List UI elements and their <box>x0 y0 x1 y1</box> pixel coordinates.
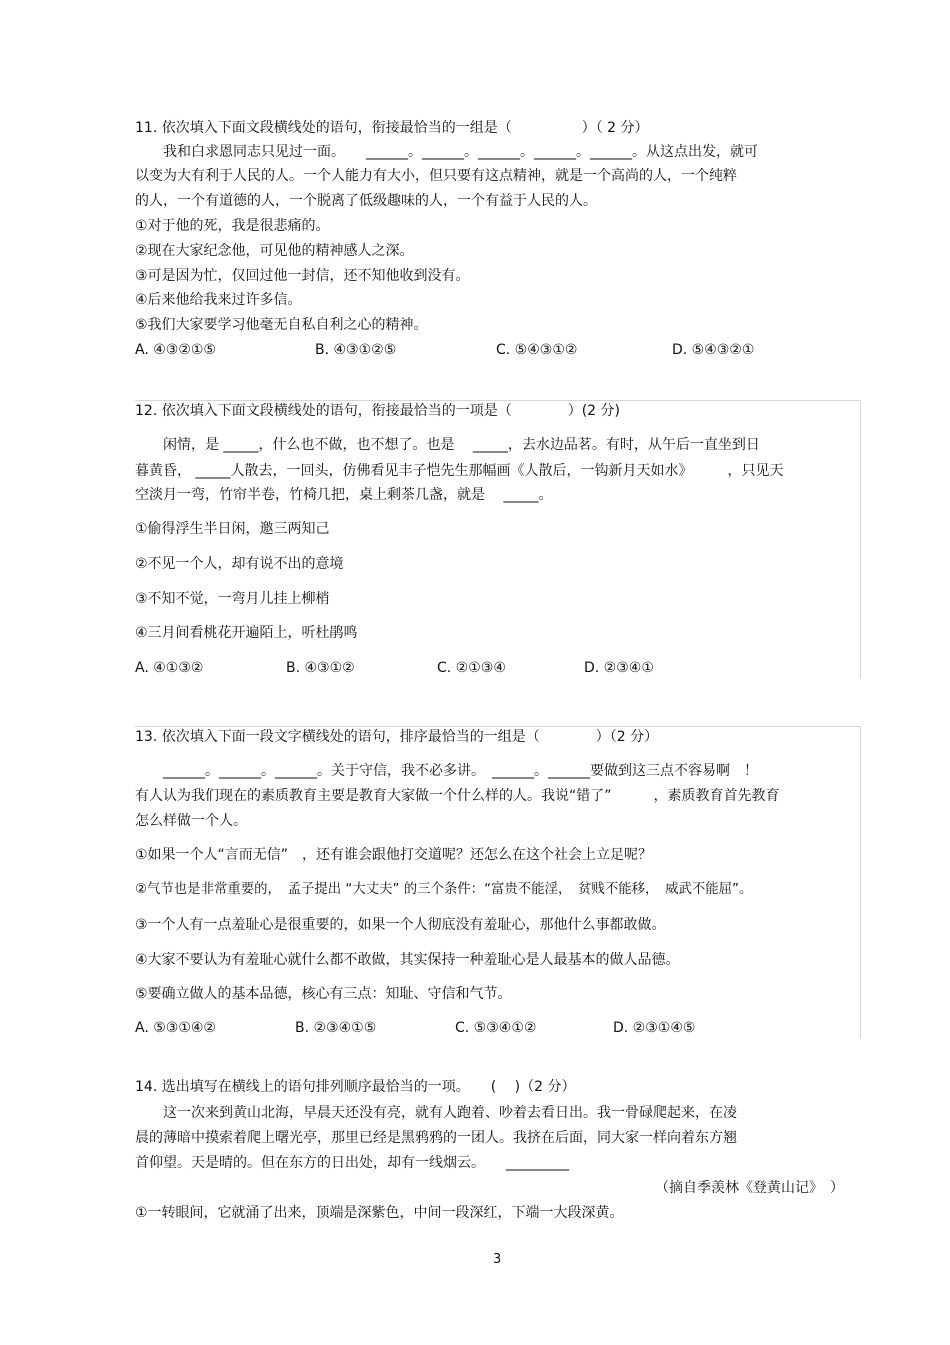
q12-passage-line: 空淡月一弯，竹帘半卷，竹椅几把，桌上剩茶几盏，就是 _____。 <box>135 487 553 503</box>
q12-option-d: D. ②③④① <box>584 660 654 676</box>
q11-passage-line: 我和白求恩同志只见过一面。 ______。______。______。______。______。从这点出发，就可 <box>135 144 758 160</box>
q13-item: ⑤要确立做人的基本品德，核心有三点：知耻、守信和气节。 <box>135 986 512 1002</box>
q13-item: ②气节也是非常重要的， 孟子提出 “大丈夫” 的三个条件：“富贵不能淫， 贫贱不能移， 威武不能屈”。 <box>135 882 753 897</box>
q13-item: ③一个人有一点羞耻心是很重要的，如果一个人彻底没有羞耻心，那他什么事都敢做。 <box>135 917 666 933</box>
q12-top-rule <box>135 400 861 401</box>
q12-item: ④三月间看桃花开遍陌上，听杜鹃鸣 <box>135 625 358 641</box>
q11-item: ①对于他的死，我是很悲痛的。 <box>135 218 330 234</box>
q13-top-rule <box>135 726 861 727</box>
q13-passage-line: ______。______。______。关于守信，我不必多讲。 ______。______要做到这三点不容易啊 ！ <box>135 763 758 779</box>
q14-passage-line: 晨的薄暗中摸索着爬上曙光亭，那里已经是黑鸦鸦的一团人。我挤在后面，同大家一样向着东方翘 <box>135 1130 737 1146</box>
q11-option-a: A. ④③②①⑤ <box>135 342 216 358</box>
q11-item: ⑤我们大家要学习他毫无自私自利之心的精神。 <box>135 317 428 333</box>
page-number: 3 <box>493 1252 502 1267</box>
q13-item: ①如果一个人“言而无信” ，还有谁会跟他打交道呢？还怎么在这个社会上立足呢？ <box>135 847 653 863</box>
q12-item: ①偷得浮生半日闲，邀三两知己 <box>135 521 330 537</box>
q11-item: ②现在大家纪念他，可见他的精神感人之深。 <box>135 243 414 259</box>
q14-passage-line: 这一次来到黄山北海，早晨天还没有亮，就有人跑着、吵着去看日出。我一骨碌爬起来，在凌 <box>135 1105 737 1121</box>
q12-option-b: B. ④③①② <box>286 660 355 676</box>
q11-passage-line: 的人，一个有道德的人，一个脱离了低级趣味的人，一个有益于人民的人。 <box>135 193 597 209</box>
q12-right-rule <box>860 400 861 678</box>
q14-passage-line: 首仰望。天是晴的。但在东方的日出处，却有一线烟云。 _________ <box>135 1155 569 1171</box>
q13-option-a: A. ⑤③①④② <box>135 1020 216 1036</box>
q11-option-b: B. ④③①②⑤ <box>315 342 397 358</box>
q12-option-c: C. ②①③④ <box>437 660 506 676</box>
q12-item: ③不知不觉，一弯月儿挂上柳梢 <box>135 591 330 607</box>
q13-option-c: C. ⑤③④①② <box>455 1020 537 1036</box>
q12-item: ②不见一个人，却有说不出的意境 <box>135 556 344 572</box>
q11-item: ④后来他给我来过许多信。 <box>135 292 302 308</box>
q13-stem: 13. 依次填入下面一段文字横线处的语句，排序最恰当的一组是（ ）（2 分） <box>135 729 659 745</box>
q11-item: ③可是因为忙，仅回过他一封信，还不知他收到没有。 <box>135 268 470 284</box>
q13-item: ④大家不要认为有羞耻心就什么都不敢做，其实保持一种羞耻心是人最基本的做人品德。 <box>135 952 680 968</box>
q13-right-rule <box>860 726 861 1038</box>
q11-option-d: D. ⑤④③②① <box>672 342 755 358</box>
q13-option-b: B. ②③④①⑤ <box>295 1020 377 1036</box>
q14-source: （摘自季羡林《登黄山记》 ） <box>655 1180 844 1196</box>
q12-passage-line: 暮黄昏， _____人散去，一回头，仿佛看见丰子恺先生那幅画《人散后，一钩新月天如水》 ，只见天 <box>135 463 784 479</box>
q11-option-c: C. ⑤④③①② <box>496 342 578 358</box>
q11-stem: 11. 依次填入下面文段横线处的语句，衔接最恰当的一组是（ ）（ 2 分） <box>135 120 649 136</box>
q14-item: ①一转眼间，它就涌了出来，顶端是深紫色，中间一段深红，下端一大段深黄。 <box>135 1205 624 1221</box>
q13-passage-line: 有人认为我们现在的素质教育主要是教育大家做一个什么样的人。我说“错了” ，素质教育首先教育 <box>135 788 780 804</box>
q11-passage-line: 以变为大有利于人民的人。一个人能力有大小，但只要有这点精神，就是一个高尚的人，一个纯粹 <box>135 168 737 184</box>
q12-passage-line: 闲情，是 _____，什么也不做，也不想了。也是 _____，去水边品茗。有时，从午后一直坐到日 <box>135 437 760 453</box>
q13-passage-line: 怎么样做一个人。 <box>135 813 247 829</box>
q12-option-a: A. ④①③② <box>135 660 204 676</box>
q12-stem: 12. 依次填入下面文段横线处的语句，衔接最恰当的一项是（ ）(2 分) <box>135 403 620 419</box>
q13-option-d: D. ②③①④⑤ <box>613 1020 696 1036</box>
q14-stem: 14. 选出填写在横线上的语句排列顺序最恰当的一项。 ( )（2 分） <box>135 1079 576 1095</box>
